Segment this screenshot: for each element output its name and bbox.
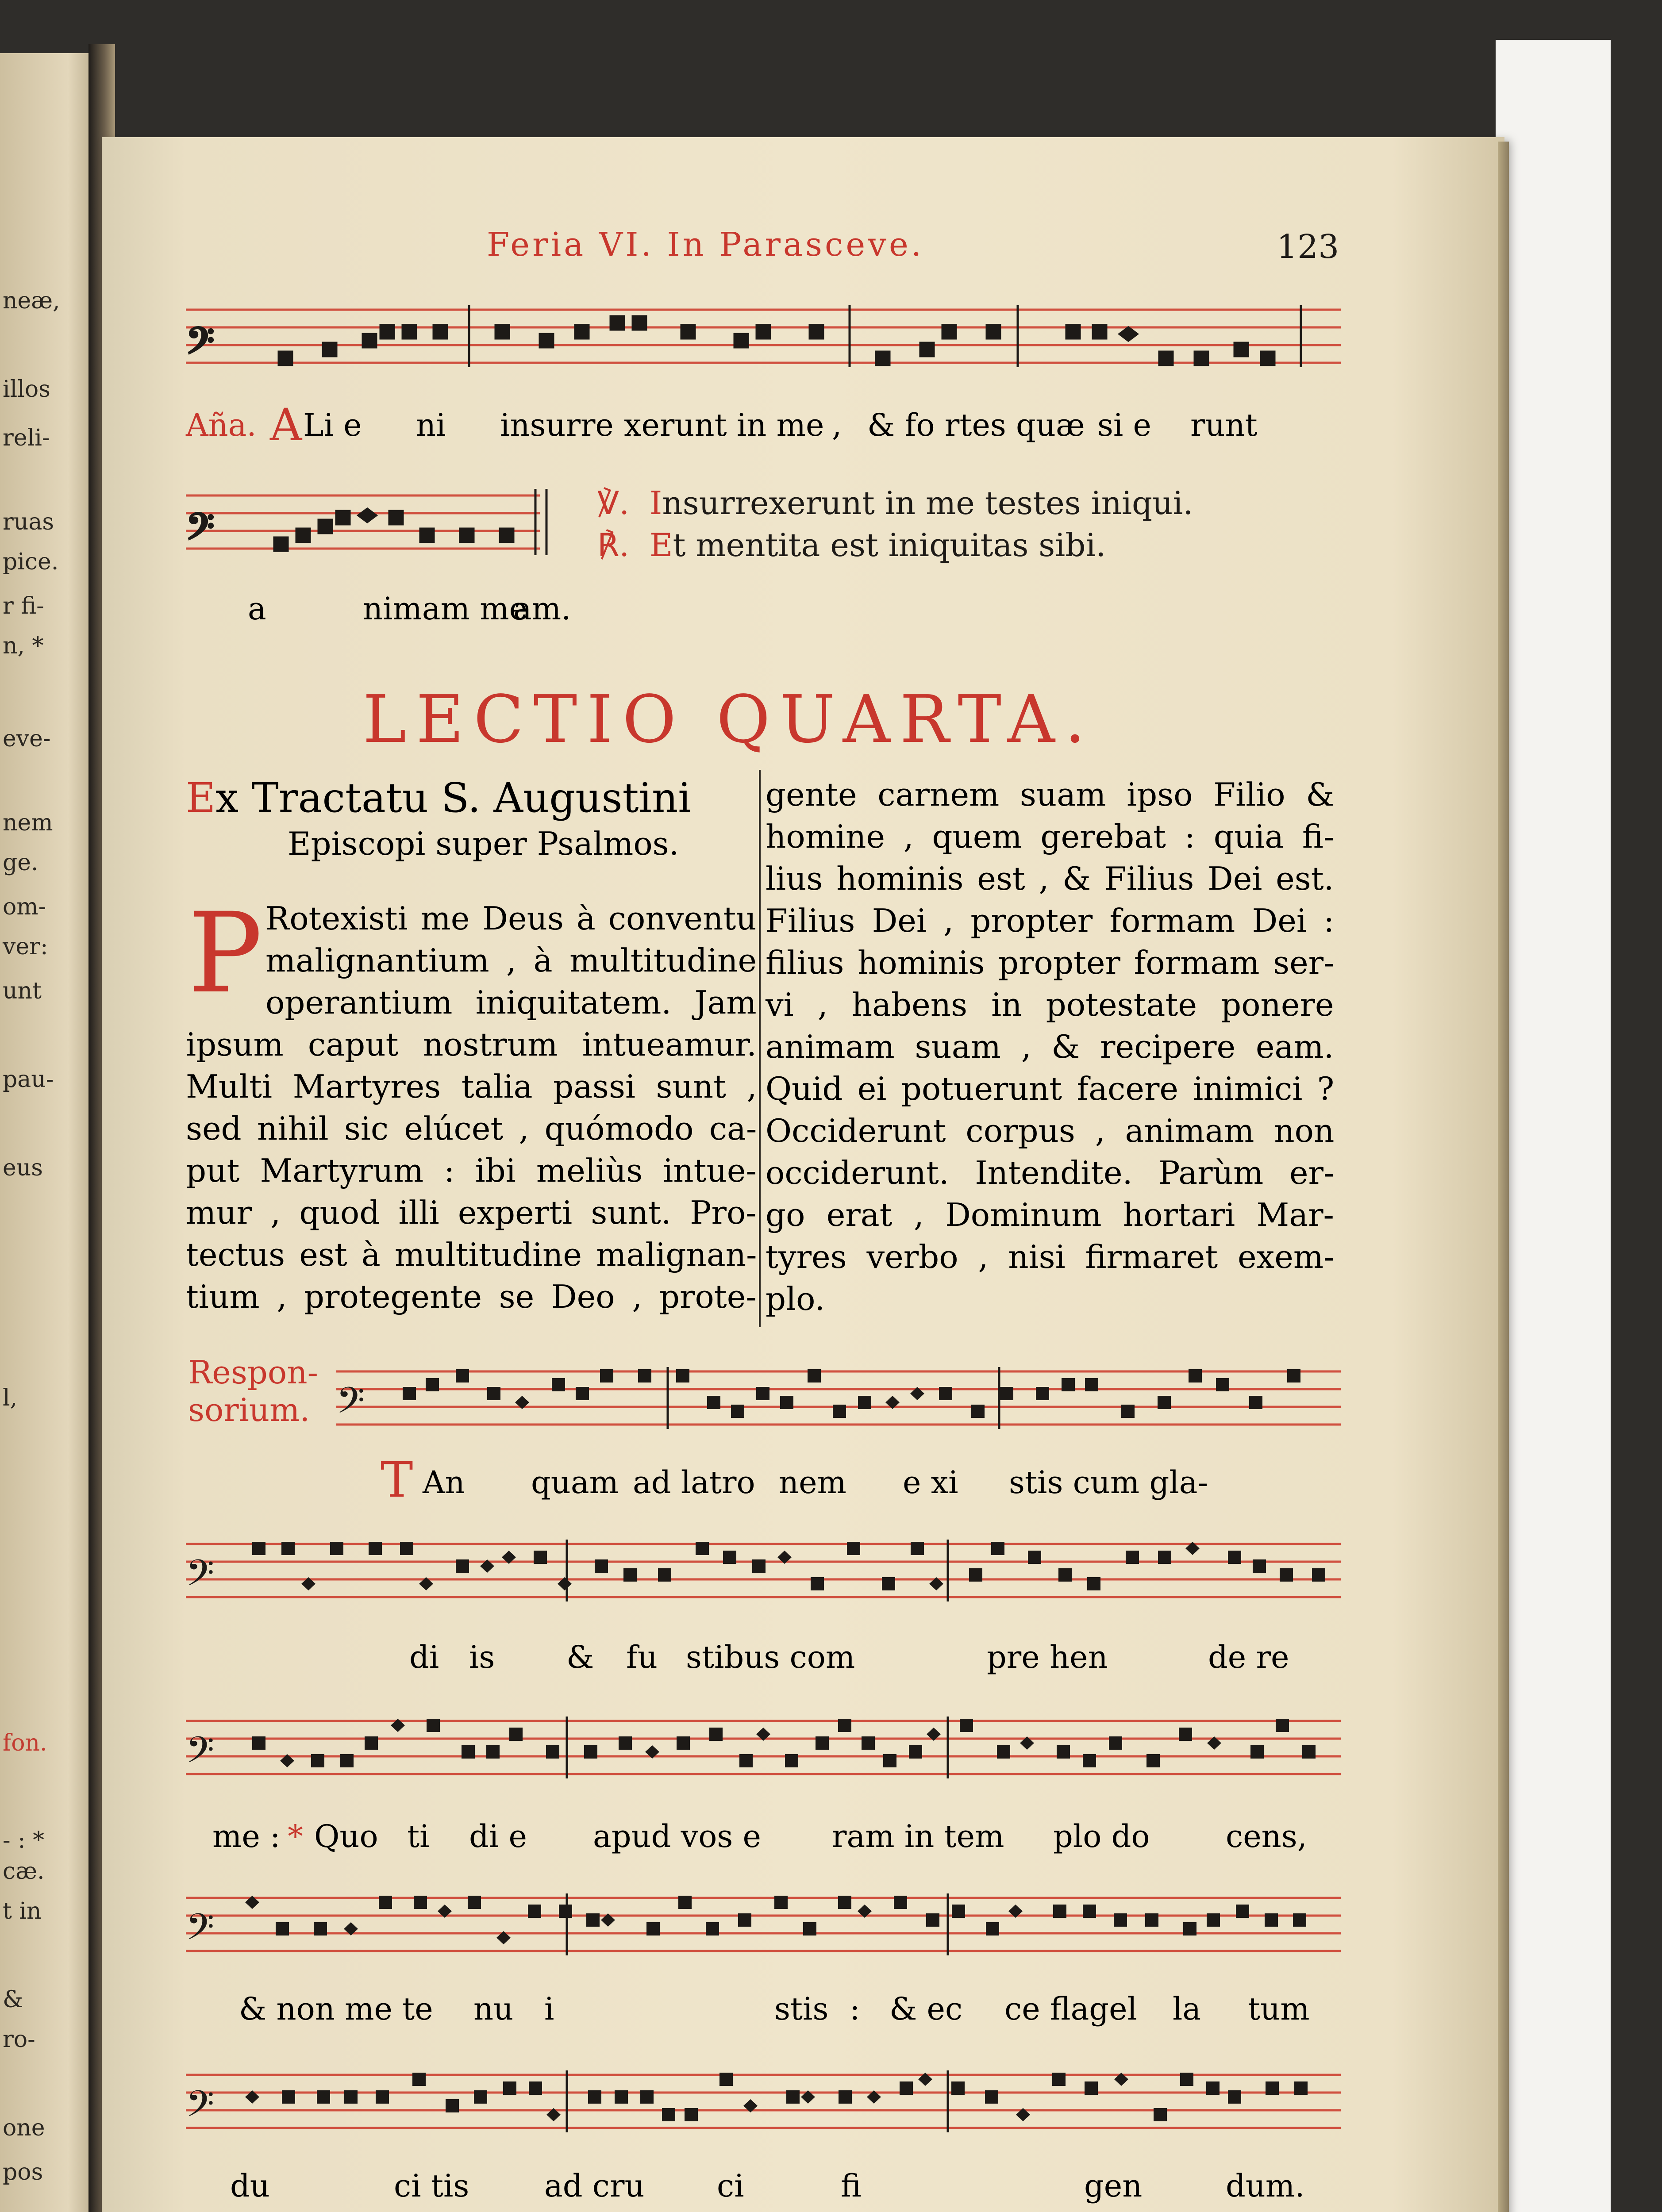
antiphon-lyrics-1 [186, 399, 1341, 451]
neume [456, 1559, 469, 1573]
neume [1083, 1754, 1096, 1767]
neume [997, 1745, 1010, 1759]
neume [446, 2099, 459, 2112]
text-line: Filius Dei , propter formam Dei : [766, 902, 1335, 939]
neume [615, 2090, 628, 2104]
left-margin-fragment: ro- [3, 2026, 35, 2053]
neume [1183, 1922, 1196, 1936]
neume [400, 1542, 413, 1555]
neume [595, 1559, 608, 1573]
neume [1121, 1405, 1135, 1418]
responsorium-lyrics-2 [186, 1639, 1341, 1683]
lyric: i [544, 1991, 554, 2027]
left-margin-fragment: cæ. [3, 1858, 45, 1885]
neume [1146, 1754, 1160, 1767]
left-margin-fragment: r fi- [3, 593, 44, 619]
column-divider [759, 770, 761, 1327]
clef-icon: 𝄢 [186, 1905, 215, 1957]
left-margin-fragment: ge. [3, 849, 38, 876]
neume [1145, 1913, 1158, 1927]
chant-staff [186, 1880, 1341, 1969]
left-margin-fragment: reli- [3, 425, 50, 451]
lyric: ci tis [394, 2168, 469, 2204]
responsorium-lyrics-1 [186, 1464, 1341, 1509]
neume [960, 1719, 973, 1732]
text-line: vi , habens in potestate ponere [766, 986, 1334, 1023]
lyric: tum [1248, 1991, 1310, 2027]
neume [1287, 1369, 1300, 1382]
neume [1062, 1378, 1075, 1391]
neume [1250, 1745, 1264, 1759]
neume [317, 2090, 330, 2104]
clef-icon: 𝄢 [186, 1728, 215, 1780]
lyric: ni [416, 407, 446, 443]
lyric: nem [779, 1464, 846, 1501]
neume [709, 1728, 723, 1741]
lyric: stis [774, 1991, 829, 2027]
lyric: ce flagel [1004, 1991, 1137, 2027]
text-line: occiderunt. Intendite. Parùm er- [766, 1154, 1335, 1191]
neume [658, 1568, 671, 1582]
neume [638, 1369, 651, 1382]
staff-lines [186, 292, 1341, 380]
response-text: t mentita est iniquitas sibi. [673, 526, 1106, 564]
neume [619, 1736, 632, 1750]
responsorium-label-1: Respon- [188, 1354, 318, 1391]
lyric: Li e [303, 407, 362, 443]
neume [756, 1387, 769, 1400]
lyric: ad cru [544, 2168, 645, 2204]
lyric: insurre [500, 407, 614, 443]
lyric: a [248, 591, 266, 627]
lyric: plo do [1053, 1818, 1150, 1855]
response-symbol: ℟. [597, 526, 630, 564]
neume [1216, 1378, 1229, 1391]
lyric: ad latro [633, 1464, 755, 1501]
responsorium-lyrics-5 [186, 2168, 1341, 2212]
neume [1109, 1736, 1122, 1750]
neume [1236, 1905, 1249, 1918]
neume [588, 2090, 601, 2104]
neume [894, 1896, 907, 1909]
lyric: An [423, 1464, 465, 1501]
svg-text:𝄢: 𝄢 [186, 505, 215, 557]
left-margin-fragment: l, [3, 1385, 18, 1411]
lyric: quam [531, 1464, 619, 1501]
neume [785, 1754, 798, 1767]
text-line: Rotexisti me Deus à conventu [265, 900, 757, 937]
neume [427, 1719, 440, 1732]
neume [503, 2081, 516, 2095]
left-margin-fragment: unt [3, 978, 42, 1004]
neume [1083, 1905, 1096, 1918]
neume [706, 1922, 719, 1936]
lyric: di [409, 1639, 439, 1675]
neume [1265, 1913, 1278, 1927]
left-margin-fragment: ruas [3, 509, 54, 535]
neume [311, 1754, 324, 1767]
neume [487, 1387, 500, 1400]
text-line: Quid ei potuerunt facere inimici ? [766, 1070, 1335, 1107]
versicle-initial: I [649, 484, 662, 522]
left-margin-fragment: pice. [3, 549, 59, 575]
lyric: & [566, 1639, 594, 1675]
versicle-symbol: ℣. [597, 484, 630, 522]
neume [991, 1542, 1004, 1555]
neume [707, 1396, 720, 1409]
neume [1294, 2081, 1308, 2095]
lectio-title: LECTIO QUARTA. [363, 681, 1095, 757]
neume [462, 1745, 475, 1759]
clef-icon: 𝄢 [186, 1551, 215, 1603]
left-margin-fragment: & [3, 1986, 23, 2013]
neume [862, 1736, 875, 1750]
neume [1057, 1745, 1070, 1759]
neume [1293, 1913, 1306, 1927]
versicle-text: nsurrexerunt in me testes iniqui. [662, 484, 1193, 522]
neume [833, 1405, 846, 1418]
neume [426, 1378, 439, 1391]
neume [252, 1736, 265, 1750]
neume [1266, 2081, 1279, 2095]
source-heading [186, 774, 691, 822]
neume [509, 1728, 523, 1741]
source-subheading: Episcopi super Psalmos. [288, 825, 679, 862]
neume [900, 2081, 913, 2095]
responsorium-lyrics-3 [186, 1818, 1341, 1863]
antiphon-lyrics-2 [186, 591, 584, 635]
text-line: mur , quod illi experti sunt. Pro- [186, 1194, 757, 1231]
neume [839, 2090, 852, 2104]
neume [282, 2090, 295, 2104]
neume [1087, 1577, 1100, 1590]
neume [838, 1719, 851, 1732]
neume [1085, 1378, 1098, 1391]
source-line1: x Tractatu S. Augustini [215, 774, 691, 822]
neume [330, 1542, 343, 1555]
left-margin-fragment: om- [3, 894, 46, 920]
text-line: tium , protegente se Deo , prote- [186, 1278, 757, 1315]
lyric: ram in tem [832, 1818, 1004, 1855]
neume [985, 2090, 998, 2104]
neume [1206, 2081, 1220, 2095]
text-line: Occiderunt corpus , animam non [766, 1112, 1335, 1149]
neume [1158, 1396, 1171, 1409]
neume [803, 1922, 816, 1936]
lyric: de re [1208, 1639, 1289, 1675]
lyric-asterisk: * [288, 1818, 303, 1855]
left-margin-fragment: - : * [3, 1827, 45, 1854]
text-line: gente carnem suam ipso Filio & [766, 776, 1335, 813]
neume [1228, 2090, 1241, 2104]
neume [1180, 2073, 1193, 2086]
neume [1253, 1559, 1266, 1573]
text-line: go erat , Dominum hortari Mar- [766, 1196, 1334, 1233]
neume [1058, 1568, 1072, 1582]
lyric: fu [626, 1639, 658, 1675]
text-line: tectus est à multitudine malignan- [186, 1236, 757, 1273]
text-line: lius hominis est , & Filius Dei est. [766, 860, 1334, 897]
neume [379, 1896, 392, 1909]
neume [623, 1568, 637, 1582]
neume [474, 2090, 487, 2104]
left-margin-fragment: t in [3, 1898, 42, 1924]
running-head: Feria VI. In Parasceve. [487, 226, 924, 264]
neume [1312, 1568, 1325, 1582]
lyric: & ec [889, 1991, 963, 2027]
neume [723, 1551, 736, 1564]
neume [414, 1896, 427, 1909]
white-sheet [1496, 40, 1611, 2212]
neume [731, 1405, 744, 1418]
text-line: tyres verbo , nisi firmaret exem- [766, 1238, 1335, 1275]
neume [676, 1369, 689, 1382]
text-line: malignantium , à multitudine [265, 942, 757, 979]
neume [314, 1922, 327, 1936]
lyric: nimam me [363, 591, 528, 627]
neume [1302, 1745, 1316, 1759]
neume [719, 2073, 733, 2086]
neume [838, 1896, 851, 1909]
left-margin-fragment: one [3, 2115, 45, 2141]
lyric: cens, [1226, 1818, 1307, 1855]
text-line: sed nihil sic elúcet , quómodo ca- [186, 1110, 757, 1147]
left-margin-fragment: pos [3, 2159, 43, 2185]
page-edge [1498, 142, 1509, 2212]
lyric: runt [1190, 407, 1258, 443]
neume [662, 2108, 675, 2121]
neume [369, 1542, 382, 1555]
neume [1114, 1913, 1127, 1927]
left-page [0, 53, 97, 2212]
neume [969, 1568, 982, 1582]
neume [534, 1551, 547, 1564]
text-line: homine , quem gerebat : quia fi- [766, 818, 1335, 855]
lyric: du [230, 2168, 270, 2204]
neume [939, 1387, 952, 1400]
neume [1207, 1913, 1220, 1927]
lyric: pre hen [987, 1639, 1108, 1675]
neume [640, 2090, 654, 2104]
neume [1179, 1728, 1192, 1741]
neume [986, 1922, 999, 1936]
left-margin-fragment: ver: [3, 933, 48, 960]
page-number: 123 [1277, 228, 1339, 266]
neume [738, 1913, 751, 1927]
responsorium-lyrics-4 [186, 1991, 1341, 2035]
neume [1126, 1551, 1139, 1564]
chant-staff [186, 1526, 1341, 1615]
chant-staff [336, 1354, 1341, 1442]
staff-lines [186, 478, 553, 566]
staff-antiphon [186, 292, 1341, 380]
neume [1276, 1719, 1289, 1732]
chant-staff [186, 2057, 1341, 2146]
left-margin-fragment: neæ, [3, 288, 60, 314]
neume [281, 1542, 295, 1555]
left-margin-fragment: n, * [3, 633, 44, 659]
neume [586, 1913, 600, 1927]
neume [1000, 1387, 1013, 1400]
neume [678, 1896, 692, 1909]
neume [600, 1369, 613, 1382]
neume [971, 1405, 985, 1418]
text-line: ipsum caput nostrum intueamur. [186, 1026, 757, 1063]
responsorium-initial: T [381, 1452, 413, 1508]
neume [882, 1577, 895, 1590]
neume [456, 1369, 469, 1382]
text-line: animam suam , & recipere eam. [766, 1028, 1334, 1065]
neume [1228, 1551, 1241, 1564]
neume [696, 1542, 709, 1555]
neume [584, 1745, 597, 1759]
lyric: gen [1084, 2168, 1143, 2204]
drop-cap-initial: P [188, 889, 263, 1018]
neume [952, 1905, 965, 1918]
neume [412, 2073, 426, 2086]
neume [1036, 1387, 1049, 1400]
neume [559, 1905, 572, 1918]
left-margin-text [0, 53, 93, 2212]
lyric: me : [212, 1818, 281, 1855]
neume [911, 1542, 924, 1555]
neume [858, 1396, 871, 1409]
neume [646, 1922, 660, 1936]
neume [816, 1736, 829, 1750]
neume [1189, 1369, 1202, 1382]
lyric: ci [717, 2168, 744, 2204]
lyric: & non me te [239, 1991, 433, 2027]
lyric: is [469, 1639, 495, 1675]
source-initial: E [186, 774, 216, 822]
text-line: filius hominis propter formam ser- [766, 944, 1335, 981]
neume [468, 1896, 481, 1909]
neume [276, 1922, 289, 1936]
lyric: apud vos e [593, 1818, 761, 1855]
neume [552, 1378, 565, 1391]
lyric: , [832, 407, 842, 443]
neume [486, 1745, 500, 1759]
lyric: am. [513, 591, 571, 627]
responsorium-label-2: sorium. [188, 1391, 310, 1429]
neume [808, 1369, 821, 1382]
neume [909, 1745, 922, 1759]
lyric: Quo [314, 1818, 378, 1855]
lyric: stibus com [686, 1639, 855, 1675]
neume [344, 2090, 358, 2104]
neume [786, 2090, 800, 2104]
neume [1280, 1568, 1293, 1582]
lyric: stis cum gla- [1009, 1464, 1208, 1501]
neume [528, 1905, 541, 1918]
neume [1085, 2081, 1098, 2095]
neume [546, 1745, 559, 1759]
lyric: & fo rtes quæ [867, 407, 1085, 443]
lyric: e xi [903, 1464, 958, 1501]
left-margin-fragment: eus [3, 1155, 43, 1181]
lyric: xerunt in me [624, 407, 824, 443]
lyric: ti [407, 1818, 430, 1855]
neume [365, 1736, 378, 1750]
lyric: si e [1097, 407, 1151, 443]
clef-icon: 𝄢 [336, 1379, 365, 1431]
neume [252, 1542, 265, 1555]
neume [926, 1913, 939, 1927]
neume [403, 1387, 416, 1400]
lyric: la [1173, 1991, 1201, 2027]
chant-staff [186, 1703, 1341, 1792]
neume [376, 2090, 389, 2104]
staff-antiphon-end [186, 478, 553, 566]
clef-icon: 𝄢 [186, 2082, 215, 2134]
neume [1154, 2108, 1167, 2121]
lyric: : [850, 1991, 860, 2027]
text-line: operantium iniquitatem. Jam [265, 984, 757, 1021]
text-line: plo. [766, 1280, 825, 1317]
left-margin-fragment: fon. [3, 1730, 47, 1756]
neume [883, 1754, 896, 1767]
neume [1028, 1551, 1041, 1564]
neume [340, 1754, 354, 1767]
neume [951, 2081, 965, 2095]
antiphon-label: Aña. [186, 407, 257, 443]
lyric: nu [473, 1991, 514, 2027]
text-line: put Martyrum : ibi meliùs intue- [186, 1152, 757, 1189]
neume [576, 1387, 589, 1400]
neume [677, 1736, 690, 1750]
neume [1158, 1551, 1171, 1564]
antiphon-initial: A [270, 399, 302, 451]
neume [774, 1896, 788, 1909]
neume [1053, 1905, 1066, 1918]
responsorium-label [188, 1354, 318, 1429]
neume [752, 1559, 766, 1573]
neume [780, 1396, 793, 1409]
text-line: Multi Martyres talia passi sunt , [186, 1068, 757, 1105]
left-margin-fragment: illos [3, 376, 50, 403]
lyric: fi [841, 2168, 862, 2204]
neume [1052, 2073, 1066, 2086]
neume [1249, 1396, 1262, 1409]
response-initial: E [649, 526, 673, 564]
lyric: di e [469, 1818, 527, 1855]
left-margin-fragment: pau- [3, 1066, 54, 1093]
neume [685, 2108, 698, 2121]
left-margin-fragment: eve- [3, 726, 51, 752]
svg-text:𝄢: 𝄢 [186, 319, 215, 371]
neume [529, 2081, 542, 2095]
lyric: dum. [1226, 2168, 1305, 2204]
left-margin-fragment: nem [3, 810, 53, 836]
neume [739, 1754, 753, 1767]
neume [811, 1577, 824, 1590]
response [597, 526, 1106, 564]
neume [847, 1542, 860, 1555]
versicle [597, 484, 1193, 522]
